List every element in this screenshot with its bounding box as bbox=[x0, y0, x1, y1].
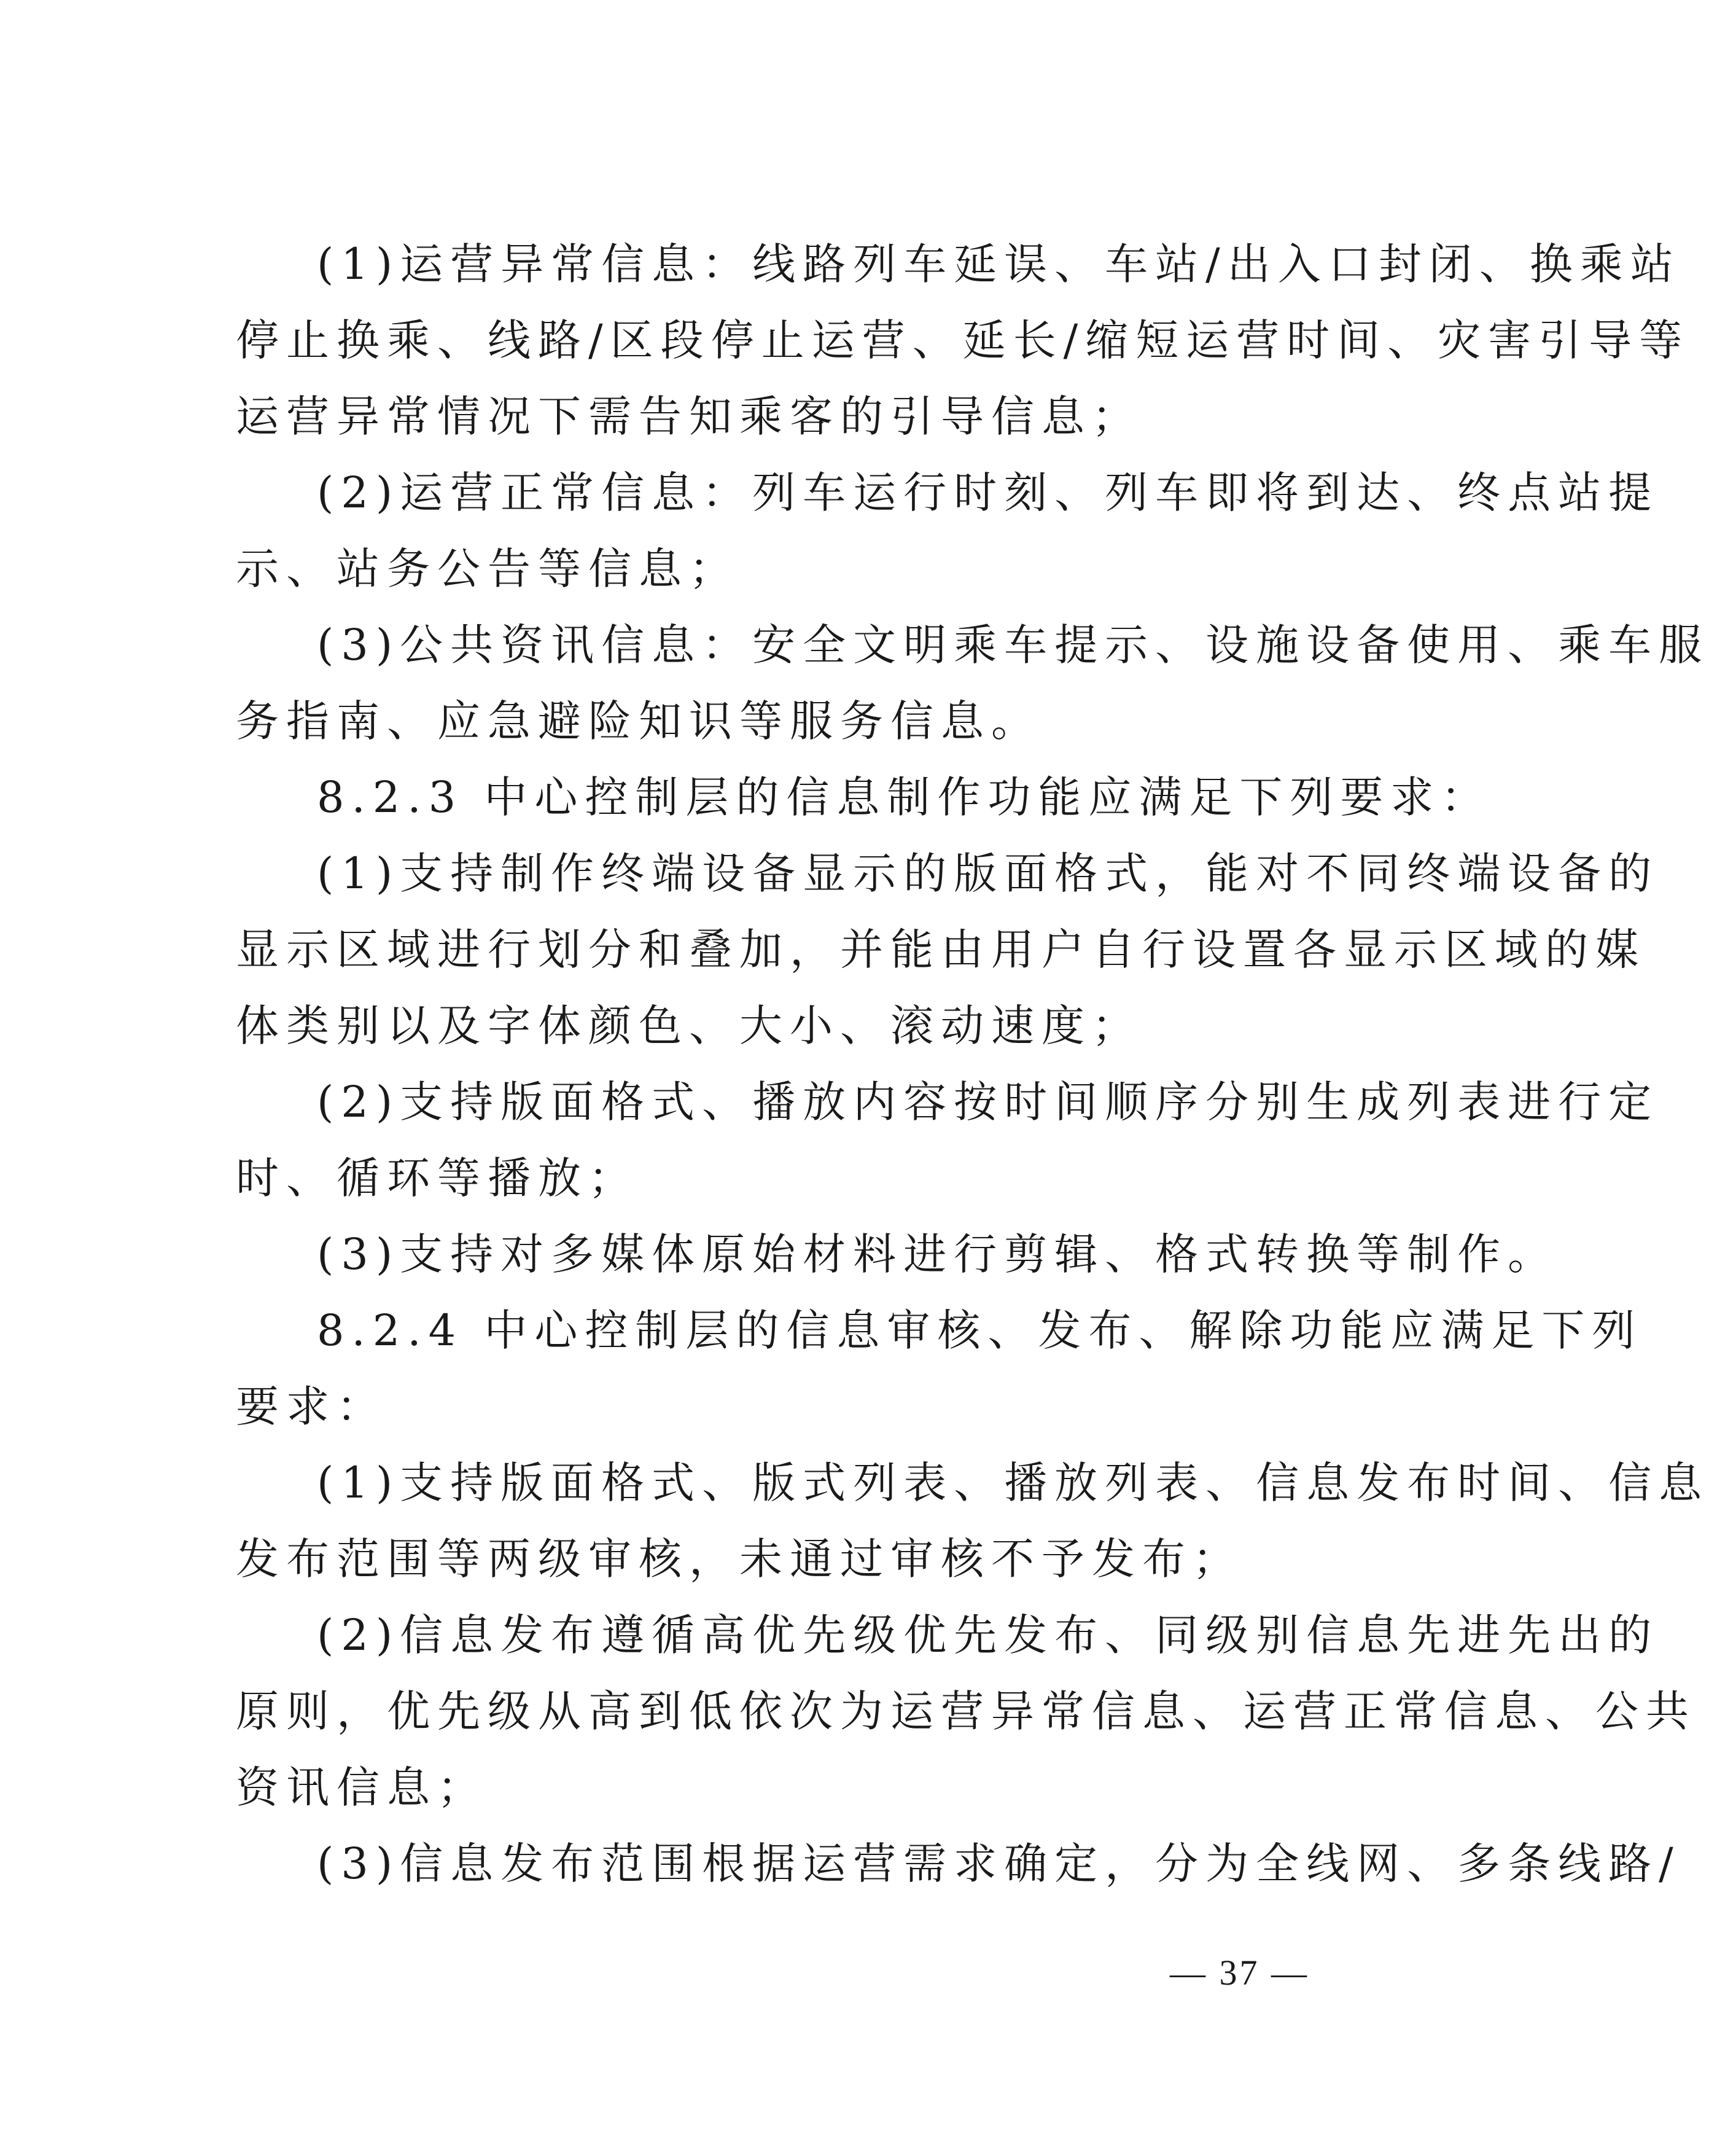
text-line: 原则，优先级从高到低依次为运营异常信息、运营正常信息、公共 bbox=[236, 1686, 1696, 1736]
text-line: 8.2.3 中心控制层的信息制作功能应满足下列要求： bbox=[317, 772, 1492, 822]
text-line: (3)公共资讯信息：安全文明乘车提示、设施设备使用、乘车服 bbox=[317, 620, 1709, 670]
text-line: 时、循环等播放； bbox=[236, 1153, 639, 1203]
text-line: 资讯信息； bbox=[236, 1762, 488, 1813]
text-line: 要求： bbox=[236, 1381, 387, 1432]
text-line: 显示区域进行划分和叠加，并能由用户自行设置各显示区域的媒 bbox=[236, 924, 1646, 975]
text-line: 停止换乘、线路/区段停止运营、延长/缩短运营时间、灾害引导等 bbox=[236, 315, 1690, 365]
text-line: (3)支持对多媒体原始材料进行剪辑、格式转换等制作。 bbox=[317, 1229, 1559, 1279]
text-line: 体类别以及字体颜色、大小、滚动速度； bbox=[236, 1001, 1142, 1051]
text-line: (2)支持版面格式、播放内容按时间顺序分别生成列表进行定 bbox=[317, 1077, 1659, 1127]
text-line: 务指南、应急避险知识等服务信息。 bbox=[236, 696, 1041, 746]
text-line: (2)信息发布遵循高优先级优先发布、同级别信息先进先出的 bbox=[317, 1610, 1659, 1660]
page-number: — 37 — bbox=[1170, 1953, 1309, 1993]
text-line: (1)支持版面格式、版式列表、播放列表、信息发布时间、信息 bbox=[317, 1458, 1709, 1508]
text-line: 发布范围等两级审核，未通过审核不予发布； bbox=[236, 1534, 1243, 1584]
text-line: (2)运营正常信息：列车运行时刻、列车即将到达、终点站提 bbox=[317, 467, 1659, 518]
body-text bbox=[236, 226, 1709, 1902]
text-line: (1)支持制作终端设备显示的版面格式，能对不同终端设备的 bbox=[317, 848, 1659, 899]
text-line: (1)运营异常信息：线路列车延误、车站/出入口封闭、换乘站 bbox=[317, 239, 1681, 289]
text-line: (3)信息发布范围根据运营需求确定，分为全线网、多条线路/ bbox=[317, 1838, 1681, 1889]
text-line: 示、站务公告等信息； bbox=[236, 544, 739, 594]
text-line: 8.2.4 中心控制层的信息审核、发布、解除功能应满足下列 bbox=[317, 1305, 1643, 1356]
text-line: 运营异常情况下需告知乘客的引导信息； bbox=[236, 391, 1142, 442]
